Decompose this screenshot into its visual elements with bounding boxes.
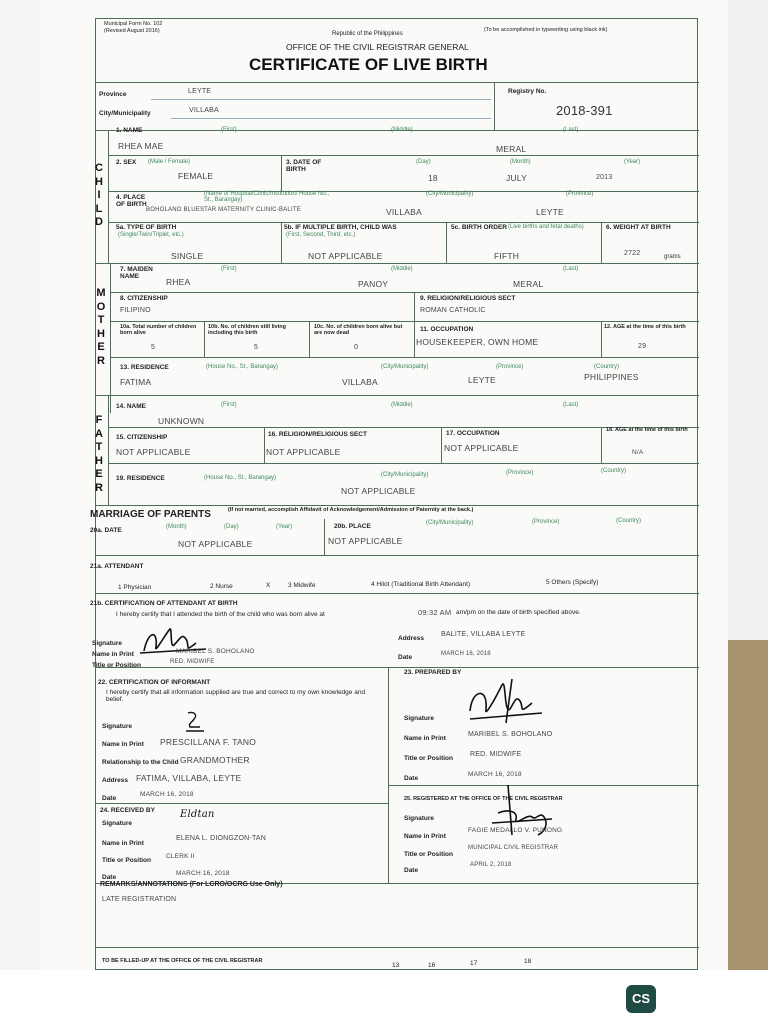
mother-middle-name: PANOY xyxy=(358,279,389,289)
informant-name: PRESCILLANA F. TANO xyxy=(160,737,257,747)
mother-religion: ROMAN CATHOLIC xyxy=(420,307,486,314)
registry-label: Registry No. xyxy=(508,88,547,95)
mother-residence: FATIMA xyxy=(120,377,152,387)
child-multiple-birth: NOT APPLICABLE xyxy=(308,251,383,261)
child-type-of-birth: SINGLE xyxy=(171,251,204,261)
marriage-date: NOT APPLICABLE xyxy=(178,539,253,549)
child-side-label: C H I L D xyxy=(95,162,103,228)
remarks-text: LATE REGISTRATION xyxy=(102,896,177,903)
mother-side-label: M O T H E R xyxy=(96,287,106,367)
camscanner-logo: CS xyxy=(626,985,656,1013)
prepared-signature xyxy=(466,675,546,730)
child-birth-month: JULY xyxy=(506,173,527,183)
attendant-address: BALITE, VILLABA LEYTE xyxy=(441,631,526,638)
attendant-signature xyxy=(136,623,216,664)
informant-relationship: GRANDMOTHER xyxy=(180,755,250,765)
registered-date: APRIL 2, 2018 xyxy=(470,862,512,868)
remarks-label: REMARKS/ANNOTATIONS (For LCRO/OCRG Use Only) xyxy=(100,881,283,888)
child-first-name: RHEA MAE xyxy=(118,141,164,151)
mother-total-children: 5 xyxy=(151,344,156,351)
father-occupation: NOT APPLICABLE xyxy=(444,443,519,453)
informant-signature xyxy=(184,709,206,738)
father-name: UNKNOWN xyxy=(158,416,205,426)
registered-signature xyxy=(488,783,558,844)
background-left xyxy=(0,0,40,970)
mother-first-name: RHEA xyxy=(166,277,191,287)
background-right-table xyxy=(728,640,768,970)
father-age: N/A xyxy=(632,449,644,456)
prepared-date: MARCH 16, 2018 xyxy=(468,771,522,778)
birth-certificate-form: Municipal Form No. 102 (Revised August 2016) Republic of the Philippines (To be accomplished in typewriting using black ink) OFFICE OF THE CIVIL REGISTRAR GENERAL CERTIFICATE OF LIVE BIRTH Province LEYTE City/Municipality VILLABA Registry No. 2018-391 C H I L D 1. NAME (First) (Middle) (Last) RHEA MAE MERAL 2. SEX (Male / Female) FEMALE 3. DATE OF BIRTH (Day) (Month) (Year) 18 JULY 2013 4. PLACE OF BIRTH (Name of Hospital/Clinic/Institution/ House No., St., Barangay) (City/Municipality) (Province) BOHOLANO BLUESTAR MATERNITY CLINIC-BALITE VILLABA LEYTE 5a. TYPE OF BIRTH (Single/Twin/Triplet, etc.) SINGLE 5b. IF MULTIPLE BIRTH, CHILD WAS (First, Second, Third, etc.) NOT APPLICABLE 5c. BIRTH ORDER (Live births and fetal deaths) FIFTH 6. WEIGHT AT BIRTH 2722 grams M O T H E R 7. MAIDEN NAME (First) (Middle) (Last) RHEA PANOY MERAL 8. CITIZENSHIP FILIPINO 9. RELIGION/RELIGIOUS SECT ROMAN CATHOLIC 10a. Total number of children born alive 5 10b. No. of children still living including this birth 5 10c. No. of children born alive but are now dead 0 11. OCCUPATION HOUSEKEEPER, OWN HOME 12. AGE at the time of this birth 29 13. RESIDENCE (House No., St., Barangay) (City/Municipality) (Province) (Country) FATIMA VILLABA LEYTE PHILIPPINES F A T H E R 14. NAME (First) (Middle) (Last) UNKNOWN 15. CITIZENSHIP NOT APPLICABLE 16. RELIGION/RELIGIOUS SECT NOT APPLICABLE 17. OCCUPATION NOT APPLICABLE 18. AGE at the time of this birth N/A 19. RESIDENCE (House No., St., Barangay) (City/Municipality) (Province) (Country) NOT APPLICABLE MARRIAGE OF PARENTS (If not married, accomplish Affidavit of Acknowledgement/Admission of Paternity at the back.) 20a. DATE (Month) (Day) (Year) NOT APPLICABLE 20b. PLACE (City/Municipality) (Province) (Country) NOT APPLICABLE 21a. ATTENDANT 1 Physician 2 Nurse X 3 Midwife 4 Hilot (Traditional Birth Attendant) 5 Others (Specify) 21b. CERTIFICATION OF ATTENDANT AT BIRTH I hereby certify that I attended the birth of the child who was born alive at 09:32 AM am/pm on the date of birth specified above. Signature Address BALITE, VILLABA LEYTE Name in Print MARIBEL S. BOHOLANO Title or Position RED. MIDWIFE Date MARCH 16, 2018 22. CERTIFICATION OF INFORMANT I hereby certify that all information supplied are true and correct to my own knowledge and belief. Signature Name in Print PRESCILLANA F. TANO Relationship to the Child GRANDMOTHER Address FATIMA, VILLABA, LEYTE Date MARCH 16, 2018 23. PREPARED BY Signature Name in Print MARIBEL S. BOHOLANO Title or Position RED. MIDWIFE Date MARCH 16, 2018 24. RECEIVED BY Signature Eldtan Name in Print ELENA L. DIONGZON-TAN Title or Position CLERK II Date MARCH 16, 2018 25. REGISTERED AT THE OFFICE OF THE CIVIL REGISTRAR Signature Name in Print FAGIE MEDALLO V. PUNONG Title or Position MUNICIPAL CIVIL REGISTRAR Date APRIL 2, 2018 REMARKS/ANNOTATIONS (For LCRO/OCRG Use Only) LATE REGISTRATION TO BE FILLED-UP AT THE OFFICE OF THE CIVIL REGISTRAR 13 16 17 18 xyxy=(95,18,698,970)
province-value: LEYTE xyxy=(188,88,212,95)
marriage-place: NOT APPLICABLE xyxy=(328,536,403,546)
footer-label: TO BE FILLED-UP AT THE OFFICE OF THE CIVIL REGISTRAR xyxy=(102,958,263,964)
received-date: MARCH 16, 2018 xyxy=(176,870,230,877)
form-revision: (Revised August 2016) xyxy=(104,28,160,34)
child-birth-order: FIFTH xyxy=(494,251,520,261)
child-birth-city: VILLABA xyxy=(386,207,422,217)
father-side-label: F A T H E R xyxy=(95,414,103,494)
father-religion: NOT APPLICABLE xyxy=(266,447,341,457)
informant-date: MARCH 16, 2018 xyxy=(140,791,194,798)
child-birth-place: BOHOLANO BLUESTAR MATERNITY CLINIC-BALITE xyxy=(146,207,301,213)
child-name-label: 1. NAME xyxy=(116,127,143,134)
attendant-selected-mark: X xyxy=(266,582,271,589)
certificate-title: CERTIFICATE OF LIVE BIRTH xyxy=(249,55,488,74)
city-label: City/Municipality xyxy=(99,110,151,117)
marriage-title: MARRIAGE OF PARENTS xyxy=(90,509,211,520)
attendant-time: 09:32 AM xyxy=(418,608,452,617)
prepared-name: MARIBEL S. BOHOLANO xyxy=(468,731,553,738)
mother-dead-children: 0 xyxy=(354,344,359,351)
mother-residence-city: VILLABA xyxy=(342,377,378,387)
child-birth-day: 18 xyxy=(428,173,438,183)
child-birth-province: LEYTE xyxy=(536,207,564,217)
header-note: (To be accomplished in typewriting using black ink) xyxy=(484,27,608,33)
received-name: ELENA L. DIONGZON-TAN xyxy=(176,835,267,842)
mother-residence-province: LEYTE xyxy=(468,375,496,385)
child-sex: FEMALE xyxy=(178,171,214,181)
received-signature: Eldtan xyxy=(180,809,215,820)
registered-title: MUNICIPAL CIVIL REGISTRAR xyxy=(468,845,559,851)
mother-residence-country: PHILIPPINES xyxy=(584,372,639,382)
mother-last-name: MERAL xyxy=(513,279,544,289)
prepared-title: RED. MIDWIFE xyxy=(470,751,522,758)
child-birth-year: 2013 xyxy=(596,174,613,181)
informant-address: FATIMA, VILLABA, LEYTE xyxy=(136,773,242,783)
child-last-name: MERAL xyxy=(496,144,527,154)
province-label: Province xyxy=(99,91,127,98)
form-number: Municipal Form No. 102 xyxy=(104,21,163,27)
mother-citizenship: FILIPINO xyxy=(120,307,151,314)
mother-age: 29 xyxy=(638,343,647,350)
received-title: CLERK II xyxy=(166,853,195,860)
mother-occupation: HOUSEKEEPER, OWN HOME xyxy=(416,337,539,347)
mother-living-children: 5 xyxy=(254,344,259,351)
city-value: VILLABA xyxy=(189,107,219,114)
registry-number: 2018-391 xyxy=(556,103,613,118)
republic-label: Republic of the Philippines xyxy=(332,31,403,37)
child-weight: 2722 xyxy=(624,250,641,257)
father-residence: NOT APPLICABLE xyxy=(341,486,416,496)
registered-name: FAGIE MEDALLO V. PUNONG xyxy=(468,827,563,834)
attendant-name: MARIBEL S. BOHOLANO xyxy=(176,648,255,655)
office-label: OFFICE OF THE CIVIL REGISTRAR GENERAL xyxy=(286,42,469,52)
attendant-title: RED. MIDWIFE xyxy=(170,659,215,665)
father-citizenship: NOT APPLICABLE xyxy=(116,447,191,457)
attendant-date: MARCH 16, 2018 xyxy=(441,651,491,657)
